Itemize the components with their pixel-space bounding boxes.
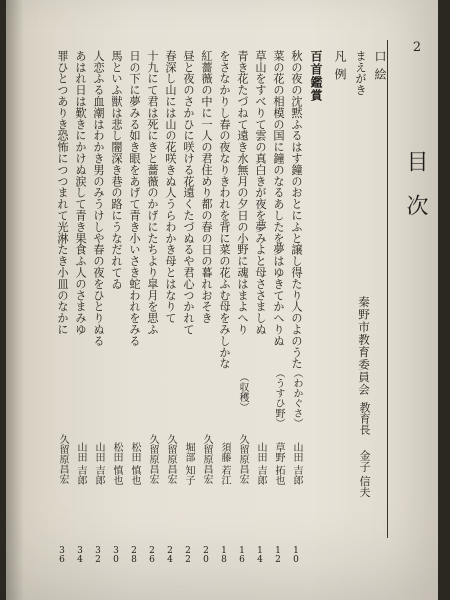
poem-line: 春深し山には山の花咲きぬ人うらわかき母とはなりて — [164, 50, 177, 324]
poem-author: 久留原昌宏 — [147, 434, 158, 484]
poem-line: 紅薔薇の中に一人の君住めり都の春の日の暮れおそき — [200, 50, 213, 324]
page-ref: 18 — [219, 546, 229, 564]
section-title: 百首鑑賞 — [309, 50, 323, 102]
poem-line: 人恋ふる血潮はわかき男のみうけしや春の夜をひとりぬる — [92, 50, 105, 347]
poem-line: 秋の夜の沈黙ふるはす鐘のおとにふと譲し得たり人のよのうた — [290, 50, 303, 370]
poem-author: 草野 拓也 — [273, 442, 284, 486]
page-ref: 16 — [237, 546, 247, 564]
toc-item-label: まえがき — [354, 50, 367, 96]
page-ref: 10 — [291, 546, 301, 564]
poem-author: 久留原昌宏 — [165, 434, 176, 484]
toc-entry — [144, 50, 160, 570]
toc-entry — [198, 50, 214, 570]
table-of-contents — [46, 50, 387, 570]
toc-entry — [234, 50, 250, 570]
page-ref: 30 — [111, 546, 121, 564]
toc-section-heading — [308, 50, 324, 570]
poem-line: 昼と夜のさかひに咲ける花遠くたづぬるや君心つかれて — [182, 50, 195, 335]
toc-entry — [72, 50, 88, 570]
poem-author: 山田 吉郎 — [255, 442, 266, 486]
toc-entry — [90, 50, 106, 570]
toc-entry — [108, 50, 124, 570]
poem-author: 須藤 若江 — [219, 442, 230, 486]
page-ref: 34 — [75, 546, 85, 564]
poem-source: （収穫） — [237, 372, 248, 412]
toc-entry — [180, 50, 196, 570]
toc-item-label: 凡例 — [333, 50, 347, 86]
poem-line: 馬といふ獣は悲し闇深き巷の路にうなだれてゐ — [110, 50, 123, 290]
toc-front-kuchie — [372, 50, 388, 570]
page-number: 2 — [412, 40, 422, 55]
poem-line: 草山をすべりて雲の真白きが夜を夢みよと母ささましぬ — [254, 50, 267, 335]
page-ref: 22 — [183, 546, 193, 564]
toc-entry — [54, 50, 70, 570]
book-page — [6, 0, 438, 600]
page-ref: 28 — [129, 546, 139, 564]
poem-line: 罪ひとつありき恐怖につつまれて光淋たき小皿のなかに — [56, 50, 69, 335]
poem-line: をさなかりし春の夜なりきわれを背に菜の花ふむ母をみしかな — [218, 50, 231, 370]
poem-line: 日の下に夢みる如き眼をあげて青き小いさき蛇われをみる — [128, 50, 141, 347]
toc-entry — [162, 50, 178, 570]
toc-entry — [126, 50, 142, 570]
page-ref: 36 — [57, 546, 67, 564]
editor-organization: 秦野市教育委員会 — [357, 296, 371, 396]
page-ref: 26 — [147, 546, 157, 564]
toc-item-label: 口絵 — [373, 50, 387, 86]
toc-entry — [270, 50, 286, 570]
gutter-shadow — [6, 0, 24, 600]
page-ref: 20 — [201, 546, 211, 564]
poem-line: 菜の花の相模の国に鐘のなるあしたを夢はゆきてかへりぬ — [272, 50, 285, 347]
poem-author: 山田 吉郎 — [93, 442, 104, 486]
poem-author: 久留原昌宏 — [201, 434, 212, 484]
page-ref: 32 — [93, 546, 103, 564]
poem-source: （わかぐさ） — [291, 368, 302, 428]
poem-line: 十九にて君は死にきと薔薇のかげにたちより皐月を思ふ — [146, 50, 159, 335]
page-ref: 12 — [273, 546, 283, 564]
page-ref: 14 — [255, 546, 265, 564]
poem-line: 青き花たづねて遠き水無月の夕日の小野に魂はまよへり — [236, 50, 249, 335]
poem-author: 山田 吉郎 — [75, 442, 86, 486]
editor-name: 金子 信夫 — [358, 450, 371, 498]
poem-source: （うすひ野） — [273, 368, 284, 428]
poem-author: 山田 吉郎 — [291, 442, 302, 486]
poem-author: 久留原昌宏 — [237, 434, 248, 484]
page-ref: 24 — [165, 546, 175, 564]
poem-author: 松田 慎也 — [111, 442, 122, 486]
toc-entry — [216, 50, 232, 570]
page-title: 目次 — [403, 150, 428, 238]
poem-author: 久留原昌宏 — [57, 434, 68, 484]
poem-author: 堀部 知子 — [183, 442, 194, 486]
poem-author: 松田 慎也 — [129, 442, 140, 486]
toc-entry — [252, 50, 268, 570]
editor-role: 教育長 — [358, 402, 371, 435]
toc-entry — [288, 50, 304, 570]
poem-line: あはれ日は歎きにかけぬ涙して青き果食ふ人のさまみゆ — [74, 50, 87, 335]
toc-front-hanrei — [332, 50, 348, 570]
